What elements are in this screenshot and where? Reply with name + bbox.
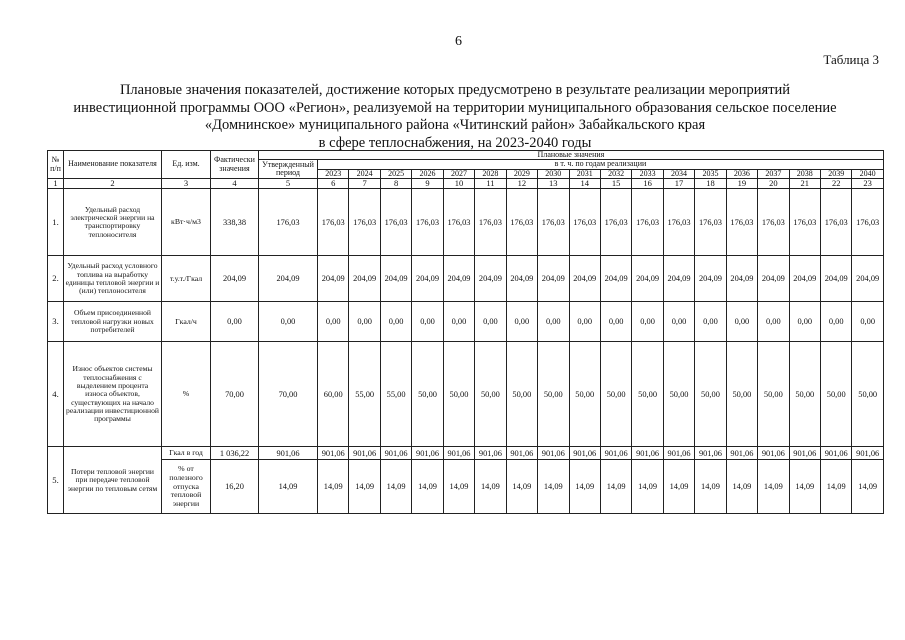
year-value: 0,00 [726, 302, 757, 342]
year-value: 0,00 [318, 302, 349, 342]
column-number: 8 [380, 179, 411, 189]
header-name: Наименование показателя [64, 151, 162, 179]
year-value: 176,03 [852, 189, 883, 256]
actual-value: 0,00 [211, 302, 259, 342]
year-value: 176,03 [758, 189, 789, 256]
actual-value: 338,38 [211, 189, 259, 256]
year-value: 176,03 [821, 189, 852, 256]
title-line-4: в сфере теплоснабжения, на 2023-2040 годы [318, 134, 592, 151]
year-value: 901,06 [726, 447, 757, 460]
year-value: 204,09 [789, 256, 820, 302]
year-value: 176,03 [632, 189, 663, 256]
year-value: 14,09 [349, 460, 380, 514]
approved-value: 204,09 [259, 256, 318, 302]
year-value: 0,00 [443, 302, 474, 342]
column-numbers-row [48, 179, 884, 189]
year-value: 50,00 [475, 342, 506, 447]
year-value: 50,00 [538, 342, 569, 447]
column-number: 17 [663, 179, 694, 189]
year-header: 2031 [569, 169, 600, 178]
year-value: 901,06 [695, 447, 726, 460]
year-value: 0,00 [695, 302, 726, 342]
year-header: 2033 [632, 169, 663, 178]
year-value: 204,09 [475, 256, 506, 302]
column-number: 21 [789, 179, 820, 189]
year-value: 50,00 [758, 342, 789, 447]
header-row-1 [48, 151, 884, 160]
year-value: 55,00 [349, 342, 380, 447]
year-header: 2024 [349, 169, 380, 178]
year-header: 2035 [695, 169, 726, 178]
year-value: 50,00 [506, 342, 537, 447]
year-value: 50,00 [412, 342, 443, 447]
row-number: 2. [48, 256, 64, 302]
year-header: 2026 [412, 169, 443, 178]
column-number: 7 [349, 179, 380, 189]
year-value: 176,03 [789, 189, 820, 256]
year-value: 901,06 [443, 447, 474, 460]
column-number: 13 [538, 179, 569, 189]
year-value: 204,09 [349, 256, 380, 302]
table-row [48, 302, 884, 342]
year-value: 14,09 [758, 460, 789, 514]
year-value: 0,00 [475, 302, 506, 342]
year-value: 901,06 [569, 447, 600, 460]
year-header: 2037 [758, 169, 789, 178]
year-value: 14,09 [443, 460, 474, 514]
year-value: 0,00 [538, 302, 569, 342]
header-num: № п/п [48, 151, 64, 179]
year-value: 901,06 [475, 447, 506, 460]
year-value: 14,09 [821, 460, 852, 514]
year-value: 901,06 [538, 447, 569, 460]
column-number: 1 [48, 179, 64, 189]
year-value: 901,06 [632, 447, 663, 460]
header-approved: Утвержденный период [259, 160, 318, 179]
year-value: 14,09 [632, 460, 663, 514]
year-header: 2036 [726, 169, 757, 178]
header-actual: Фактически значения [211, 151, 259, 179]
column-number: 2 [64, 179, 162, 189]
year-value: 204,09 [380, 256, 411, 302]
year-value: 901,06 [349, 447, 380, 460]
year-value: 0,00 [663, 302, 694, 342]
column-number: 4 [211, 179, 259, 189]
unit-cell: % от полезного отпуска тепловой энергии [162, 460, 211, 514]
year-value: 14,09 [852, 460, 883, 514]
year-value: 176,03 [695, 189, 726, 256]
page-number: 6 [455, 34, 462, 49]
indicator-name: Износ объектов системы теплоснабжения с выделением процента износа объектов, существующих на начало реализации инвестиционной программы [64, 342, 162, 447]
column-number: 15 [600, 179, 631, 189]
year-value: 14,09 [380, 460, 411, 514]
column-number: 3 [162, 179, 211, 189]
year-value: 901,06 [663, 447, 694, 460]
year-value: 0,00 [506, 302, 537, 342]
column-number: 22 [821, 179, 852, 189]
year-value: 50,00 [663, 342, 694, 447]
year-value: 901,06 [821, 447, 852, 460]
year-value: 14,09 [600, 460, 631, 514]
year-value: 176,03 [569, 189, 600, 256]
year-value: 50,00 [569, 342, 600, 447]
year-value: 0,00 [349, 302, 380, 342]
column-number: 14 [569, 179, 600, 189]
table-row [48, 447, 884, 460]
year-value: 204,09 [569, 256, 600, 302]
year-value: 14,09 [412, 460, 443, 514]
year-value: 176,03 [380, 189, 411, 256]
year-value: 176,03 [349, 189, 380, 256]
year-value: 14,09 [538, 460, 569, 514]
row-number: 4. [48, 342, 64, 447]
year-value: 204,09 [538, 256, 569, 302]
indicator-name: Объем присоединенной тепловой нагрузки новых потребителей [64, 302, 162, 342]
document-title [40, 82, 870, 152]
table-label: Таблица 3 [823, 52, 879, 67]
year-value: 901,06 [758, 447, 789, 460]
year-value: 0,00 [412, 302, 443, 342]
year-value: 901,06 [852, 447, 883, 460]
year-value: 901,06 [789, 447, 820, 460]
year-value: 176,03 [726, 189, 757, 256]
row-number: 1. [48, 189, 64, 256]
column-number: 6 [318, 179, 349, 189]
year-value: 204,09 [506, 256, 537, 302]
year-value: 0,00 [852, 302, 883, 342]
year-header: 2027 [443, 169, 474, 178]
approved-value: 0,00 [259, 302, 318, 342]
year-header: 2028 [475, 169, 506, 178]
column-number: 11 [475, 179, 506, 189]
year-value: 14,09 [318, 460, 349, 514]
year-header: 2034 [663, 169, 694, 178]
year-value: 0,00 [789, 302, 820, 342]
header-unit: Ед. изм. [162, 151, 211, 179]
actual-value: 16,20 [211, 460, 259, 514]
approved-value: 14,09 [259, 460, 318, 514]
table-body [48, 189, 884, 514]
year-value: 176,03 [318, 189, 349, 256]
year-header: 2039 [821, 169, 852, 178]
year-value: 901,06 [318, 447, 349, 460]
approved-value: 176,03 [259, 189, 318, 256]
year-value: 204,09 [632, 256, 663, 302]
year-value: 204,09 [726, 256, 757, 302]
year-value: 176,03 [475, 189, 506, 256]
year-value: 55,00 [380, 342, 411, 447]
year-value: 14,09 [506, 460, 537, 514]
header-planned: Плановые значения [259, 151, 884, 160]
year-header: 2029 [506, 169, 537, 178]
column-number: 16 [632, 179, 663, 189]
unit-cell: Гкал/ч [162, 302, 211, 342]
column-number: 10 [443, 179, 474, 189]
table-row [48, 189, 884, 256]
row-number: 3. [48, 302, 64, 342]
year-value: 0,00 [600, 302, 631, 342]
year-value: 50,00 [695, 342, 726, 447]
year-value: 204,09 [758, 256, 789, 302]
indicators-table [47, 150, 884, 514]
year-value: 50,00 [789, 342, 820, 447]
year-value: 176,03 [663, 189, 694, 256]
year-header: 2023 [318, 169, 349, 178]
year-value: 50,00 [726, 342, 757, 447]
year-header: 2025 [380, 169, 411, 178]
unit-cell: Гкал в год [162, 447, 211, 460]
approved-value: 901,06 [259, 447, 318, 460]
year-header: 2032 [600, 169, 631, 178]
year-value: 901,06 [412, 447, 443, 460]
column-number: 20 [758, 179, 789, 189]
year-header: 2030 [538, 169, 569, 178]
indicator-name: Удельный расход электрической энергии на транспортировку теплоносителя [64, 189, 162, 256]
indicator-name: Потери тепловой энергии при передаче тепловой энергии по тепловым сетям [64, 447, 162, 514]
actual-value: 204,09 [211, 256, 259, 302]
year-value: 50,00 [852, 342, 883, 447]
unit-cell: % [162, 342, 211, 447]
title-line-2: инвестиционной программы ООО «Регион», реализуемой на территории муниципального образования сельское поселение [73, 99, 837, 116]
year-value: 901,06 [600, 447, 631, 460]
year-value: 204,09 [412, 256, 443, 302]
year-value: 176,03 [538, 189, 569, 256]
year-value: 0,00 [380, 302, 411, 342]
column-number: 19 [726, 179, 757, 189]
year-value: 14,09 [789, 460, 820, 514]
indicator-name: Удельный расход условного топлива на выработку единицы тепловой энергии и (или) теплоносителя [64, 256, 162, 302]
year-value: 14,09 [475, 460, 506, 514]
table-row [48, 460, 884, 514]
year-value: 0,00 [632, 302, 663, 342]
year-value: 176,03 [412, 189, 443, 256]
column-number: 9 [412, 179, 443, 189]
year-value: 50,00 [632, 342, 663, 447]
approved-value: 70,00 [259, 342, 318, 447]
year-value: 176,03 [600, 189, 631, 256]
year-value: 176,03 [443, 189, 474, 256]
year-value: 204,09 [663, 256, 694, 302]
year-value: 204,09 [821, 256, 852, 302]
year-value: 14,09 [569, 460, 600, 514]
year-value: 50,00 [821, 342, 852, 447]
row-number: 5. [48, 447, 64, 514]
table-row [48, 342, 884, 447]
actual-value: 70,00 [211, 342, 259, 447]
year-value: 50,00 [600, 342, 631, 447]
unit-cell: кВт·ч/м3 [162, 189, 211, 256]
year-value: 204,09 [695, 256, 726, 302]
year-value: 14,09 [663, 460, 694, 514]
unit-cell: т.у.т./Гкал [162, 256, 211, 302]
year-value: 204,09 [318, 256, 349, 302]
year-header: 2038 [789, 169, 820, 178]
year-value: 901,06 [506, 447, 537, 460]
title-line-1: Плановые значения показателей, достижение которых предусмотрено в результате реализации мероприятий [119, 82, 791, 98]
year-value: 50,00 [443, 342, 474, 447]
year-value: 14,09 [726, 460, 757, 514]
year-value: 204,09 [852, 256, 883, 302]
year-value: 901,06 [380, 447, 411, 460]
year-value: 204,09 [443, 256, 474, 302]
year-header: 2040 [852, 169, 883, 178]
title-line-3: «Домнинское» муниципального района «Читинский район» Забайкальского края [204, 117, 706, 133]
actual-value: 1 036,22 [211, 447, 259, 460]
header-by-years: в т. ч. по годам реализации [318, 160, 884, 169]
year-value: 176,03 [506, 189, 537, 256]
column-number: 12 [506, 179, 537, 189]
year-value: 14,09 [695, 460, 726, 514]
table-row [48, 256, 884, 302]
year-value: 0,00 [569, 302, 600, 342]
column-number: 18 [695, 179, 726, 189]
year-value: 0,00 [758, 302, 789, 342]
column-number: 23 [852, 179, 883, 189]
year-value: 0,00 [821, 302, 852, 342]
year-value: 204,09 [600, 256, 631, 302]
column-number: 5 [259, 179, 318, 189]
year-value: 60,00 [318, 342, 349, 447]
